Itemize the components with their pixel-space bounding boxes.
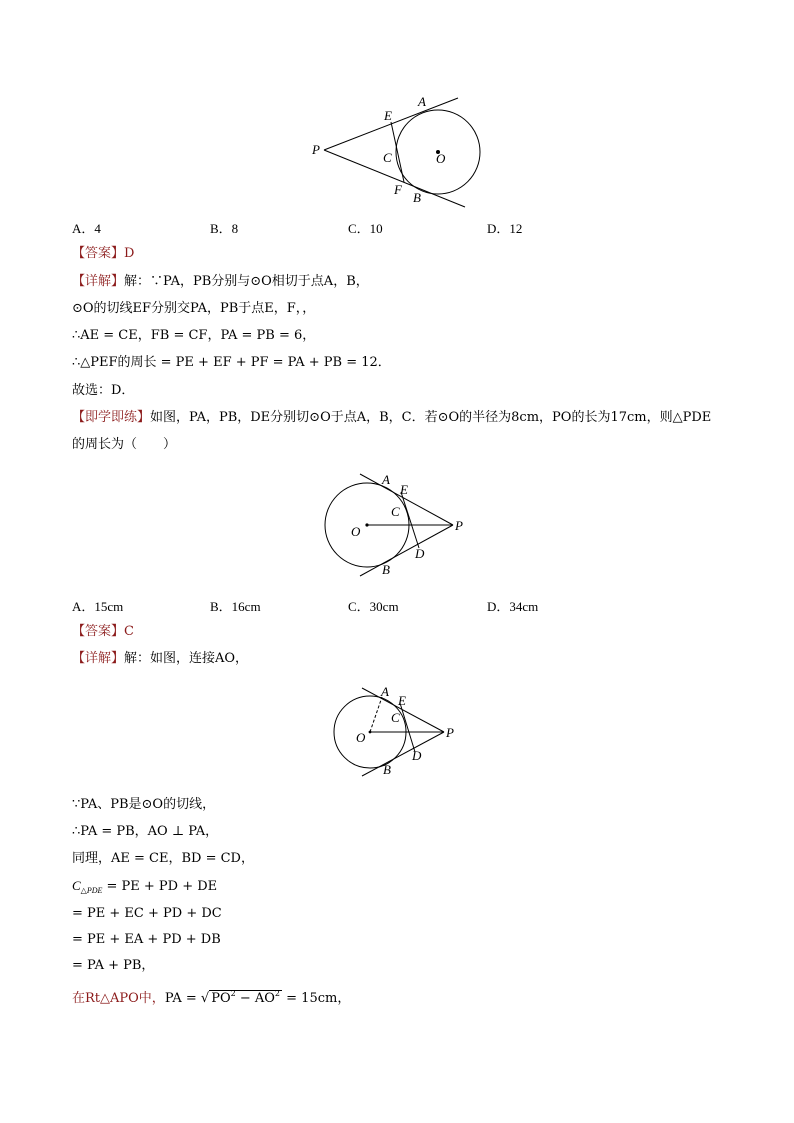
detail-label: 【详解】 — [72, 274, 125, 289]
detail-text: 解：如图，连接AO， — [124, 651, 249, 666]
label-c: C — [391, 710, 400, 725]
label-d: D — [412, 748, 422, 763]
figure-3 — [330, 682, 460, 782]
center-dot — [365, 523, 368, 526]
q1-option-c: C．10 — [348, 221, 383, 236]
figure-1 — [300, 88, 500, 213]
q2-detail-1 — [72, 650, 248, 668]
label-e: E — [400, 482, 408, 497]
q1-answer — [72, 245, 134, 263]
ao-term: − AO — [235, 991, 275, 1006]
label-c: C — [383, 150, 392, 165]
perimeter-symbol: C — [72, 878, 81, 893]
q2-line-6: = PE + EA + PD + DB — [72, 932, 221, 947]
q2-option-d: D．34cm — [487, 599, 539, 614]
label-b: B — [413, 190, 421, 205]
q1-option-d: D．12 — [487, 221, 523, 236]
label-e: E — [398, 693, 406, 708]
tangent-pb — [362, 732, 444, 776]
segment-ao-dashed — [370, 697, 382, 732]
q2-option-c: C．30cm — [348, 599, 399, 614]
q2-answer — [72, 623, 134, 641]
q2-line-5: = PE + EC + PD + DC — [72, 906, 222, 921]
label-o: O — [351, 524, 361, 539]
sqrt-radicand — [209, 990, 282, 1006]
q1-detail-3: ∴AE = CE，FB = CF，PA = PB = 6， — [72, 328, 316, 343]
po-exponent: 2 — [230, 989, 236, 998]
label-a: A — [382, 472, 390, 487]
detail-text: 解：∵PA，PB分别与⊙O相切于点A，B， — [124, 274, 369, 289]
q2-option-b: B．16cm — [210, 599, 261, 614]
label-o: O — [356, 730, 366, 745]
label-a: A — [381, 684, 389, 699]
label-o: O — [436, 151, 446, 166]
q1-option-b: B．8 — [210, 221, 239, 236]
q2-line-4 — [72, 877, 217, 900]
po-term: PO — [211, 991, 231, 1006]
stem-text: 如图，PA，PB，DE分别切⊙O于点A，B，C．若⊙O的半径为8cm，PO的长为17cm，则△PDE — [150, 410, 712, 425]
q2-line-8 — [72, 985, 350, 1008]
label-f: F — [394, 182, 402, 197]
q2-line-2: ∴PA = PB，AO ⊥ PA， — [72, 824, 219, 839]
answer-label: 【答案】 — [72, 624, 125, 639]
q2-line-3: 同理，AE = CE，BD = CD， — [72, 851, 254, 866]
rt-triangle-text: 在Rt△APO中， — [72, 991, 165, 1006]
result: = 15cm， — [282, 991, 351, 1006]
label-e: E — [384, 108, 392, 123]
label-c: C — [391, 504, 400, 519]
label-a: A — [418, 94, 426, 109]
label-p: P — [312, 142, 320, 157]
label-b: B — [382, 562, 390, 577]
label-p: P — [455, 518, 463, 533]
q2-option-a: A．15cm — [72, 599, 124, 614]
figure-2 — [315, 470, 475, 582]
q2-line-1: ∵PA、PB是⊙O的切线， — [72, 797, 216, 812]
q1-detail-4: ∴△PEF的周长 = PE + EF + PF = PA + PB = 12． — [72, 355, 391, 370]
answer-value: C — [124, 624, 134, 639]
perimeter-expression: = PE + PD + DE — [102, 879, 218, 894]
q2-stem-1 — [72, 409, 711, 427]
detail-label: 【详解】 — [72, 651, 125, 666]
q1-detail-1 — [72, 273, 369, 291]
q1-detail-5: 故选：D． — [72, 383, 135, 398]
tangent-pb — [360, 525, 453, 576]
tangent-de — [400, 703, 415, 752]
answer-value: D — [124, 246, 135, 261]
sqrt-symbol: √ — [200, 991, 210, 1006]
label-d: D — [415, 546, 425, 561]
q1-detail-2: ⊙O的切线EF分别交PA，PB于点E，F，， — [72, 301, 316, 316]
perimeter-subscript: △PDE — [80, 886, 103, 895]
answer-label: 【答案】 — [72, 246, 125, 261]
q2-line-7: = PA + PB， — [72, 958, 155, 973]
q1-option-a: A．4 — [72, 221, 101, 236]
center-dot — [369, 731, 372, 734]
pa-eq: PA = — [164, 991, 201, 1006]
q2-stem-2: 的周长为（ ） — [72, 437, 177, 452]
ao-exponent: 2 — [274, 989, 281, 998]
label-b: B — [383, 762, 391, 777]
label-p: P — [446, 725, 454, 740]
tangent-de — [401, 492, 419, 548]
practice-tag: 【即学即练】 — [72, 410, 151, 425]
